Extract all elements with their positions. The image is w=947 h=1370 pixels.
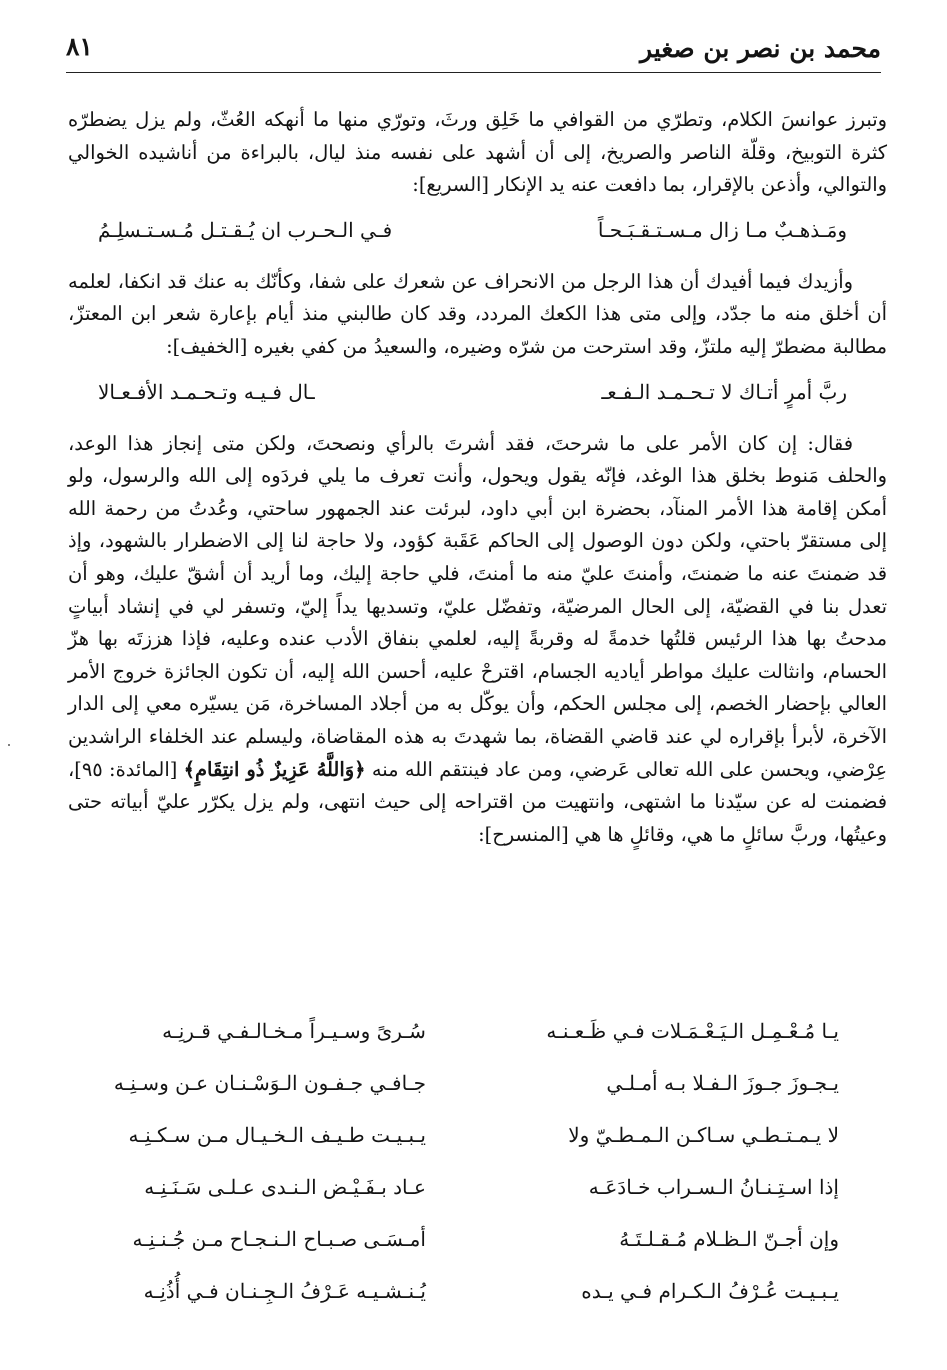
poem-line [88, 1172, 839, 1224]
poem-line [88, 1120, 839, 1172]
paragraph-3 [68, 428, 887, 852]
poem-line [88, 1224, 839, 1276]
poem-hemistich-right: لا يـمـتـطـي سـاكـن الـمـطـيّ ولا [568, 1123, 839, 1147]
paragraph-2: وأزيدك فيما أفيدك أن هذا الرجل من الانحراف عن شعرك على شفا، وكأنّك به عنك قد انكفا، لعلمه أن أخلق منه ما جدّد، وإلى متى هذا الكعك المردد، وقد كان طالبني منذ أيام بإعارة شعر ابن المعتزّ، مطالبة مضطرّ إليه ملتزّ، وقد استرحت من شرّه وضيره، والسعيدُ من كفي بغيره [الخفيف]: [68, 269, 887, 358]
paragraph-3-part-2: فضمنت له عن سيّدنا ما اشتهى، وانتهيت من اقتراحه إلى حيث انتهى، ولم يزل يكرّر عليّ أبياته حتى وعيتُها، وربَّ سائلٍ ما هي، وقائلٍ ها هي [المنسرح]: [68, 790, 887, 846]
poem-hemistich-right: يـا مُـعْـمِـل الـيَـعْـمَـلات فـي ظَـعـنـه [546, 1019, 839, 1043]
main-text [68, 104, 887, 851]
poem-hemistich-right: إذا اسـتِـنـانُ الـسـراب خـادَعَـه [588, 1175, 839, 1199]
margin-speck [8, 744, 10, 746]
poem-hemistich-left: سُـرىً وسـيـراً مـخـالـفـي قـرنِـه [162, 1019, 426, 1043]
verse-line-1 [68, 202, 887, 266]
poem-line [88, 1276, 839, 1328]
poem-hemistich-left: جـافـي جـفـون الـوَسْـنـان عـن وسـنِـه [113, 1071, 426, 1095]
poem-line [88, 1016, 839, 1068]
poem-hemistich-left: أمـسَـى صـبـاح الـنـجـاح مـن جُـنـنِـه [132, 1227, 426, 1251]
poem-hemistich-right: يـبـيـت عُـرْفُ الـكـرام فـي يـده [581, 1279, 839, 1303]
verse-line-2 [68, 364, 887, 428]
running-title: محمد بن نصر بن صغير [640, 34, 881, 63]
verse-2-right-hemistich: ربَّ أمرٍ أتـاك لا تـحـمـد الـفـعـ [601, 379, 847, 404]
page-header [66, 30, 881, 73]
poem-hemistich-left: يُـنـشـيـه عَـرْفُ الـجِـنـان فـي أُذُنِـه [143, 1279, 426, 1303]
poem-line [88, 1068, 839, 1120]
paragraph-3-part-1: فقال: إن كان الأمر على ما شرحتَ، فقد أشرتَ بالرأي ونصحتَ، ولكن متى إنجاز هذا الوعد، والحلف مَنوط بخلق هذا الوغد، فإنّه يقول ويحول، وأنت تعرف ما يلي فردَوه إلى الله والرسول، ولو أمكن إقامة هذا الأمر المنآد، بحضرة ابن أبي داود، لبرئت عند الجمهور ساحتي، وعُدتُ من رحمة الله إلى مستقرّ باحتي، ولكن دون الوصول إلى الحاكم عَقَبة كؤود، ولا حاجة لنا إلى الاضطرار بالشهود، وإذ قد ضمنتَ عنه ما ضمنتَ، وأمنتَ عليّ منه ما أمنتَ، فلي حاجة إليك، وما أريد أن أشقّ عليك، وهو أن تعدل بنا في القضيّة، إلى الحال المرضيّة، وتفضّل عليّ، وتسديها يداً إليّ، وتسفر لي في إنشاد أبياتٍ مدحتُ بها هذا الرئيس قلتُها خدمةً له وقربةً إليه، لعلمي بنفاق الأدب عنده وعليه، فإذا هززتَه بها هزّ الحسام، وانثالت عليك مواطر أياديه الجسام، اقترحْ عليه، أحسن الله إليه، أن تكون الجائزة خروج الأمر العالي بإحضار الخصم، إلى مجلس الحكم، وأن يوكّل به من أجلاد المساخرة، مَن يسيّره معي إلى الدار الآخرة، لأبرأ بإقراره لي عند قاضي القضاة، بما شهدتَ به هذه المقاضاة، وليسلم عند الخلفاء الراشدين عِرْضي، ويحسن على الله تعالى عَرضي، ومن عاد فينتقم الله منه [68, 431, 888, 781]
verse-1-right-hemistich: ومَـذهـبٌ مـا زال مـسـتـقـبَـحـاً [597, 217, 847, 242]
poem-hemistich-left: عـاد بـفَـيْـض الـنـدى عـلـى سَـنَـنِـه [144, 1175, 426, 1199]
page-number: ٨١ [66, 32, 93, 61]
verse-1-left-hemistich: فـي الـحـرب ان يُـقـتـل مُـسـتـسلِـمُ [98, 217, 393, 242]
quran-quote: ﴿وَاللَّهُ عَزِيزٌ ذُو انتِقَامٍ﴾ [183, 757, 366, 781]
paragraph-1: وتبرز عوانسَ الكلام، وتطرّي من القوافي ما خَلِق ورثَ، وتورّي منها ما أنهكه العُثّ، ولم يزل يضطرّه كثرة التوبيخ، وقلّة الناصر والصريخ، إلى أن أشهد على نفسه منذ ليال، بالبراءة من أناشيده الخوالي والتوالي، وأذعن بالإقرار، بما دافعت عنه يد الإنكار [السريع]: [68, 108, 887, 197]
quran-reference: [المائدة: ٩٥]، [68, 757, 178, 781]
poem-hemistich-right: يـجـوزَ جـوزَ الـفـلا بـه أمـلـي [606, 1071, 839, 1095]
poem-hemistich-left: يـبـيـت طـيـف الـخـيـال مـن سـكـنِـه [128, 1123, 426, 1147]
verse-2-left-hemistich: ـال فـيـه وتـحـمـد الأفـعـالا [98, 379, 315, 404]
poem-hemistich-right: وإن أجـنّ الـظـلام مُـقـلـتَـهُ [619, 1227, 839, 1251]
poem [88, 1016, 839, 1328]
